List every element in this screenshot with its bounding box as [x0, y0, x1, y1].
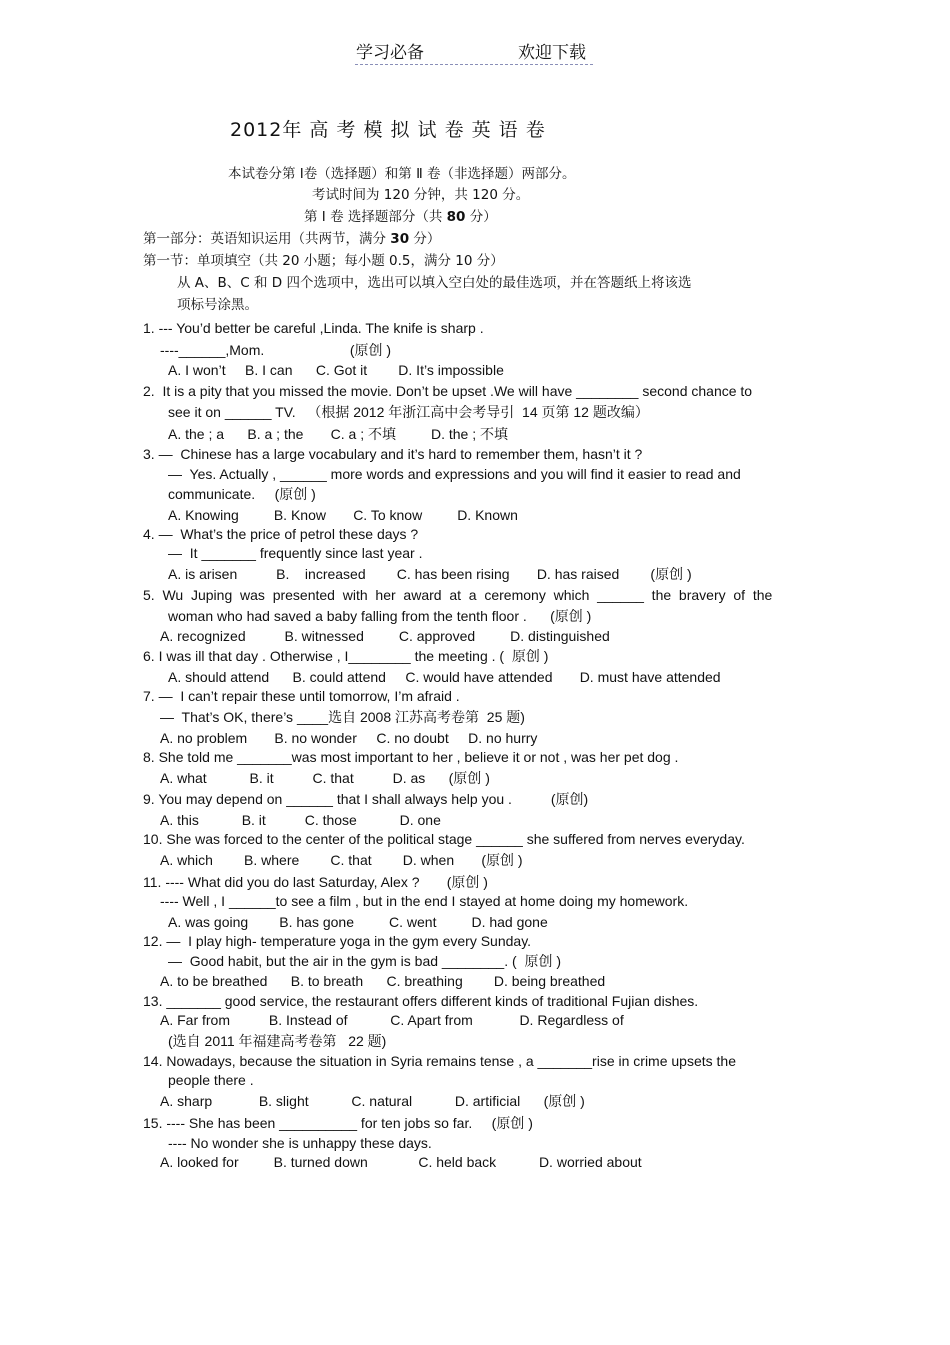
question-line: 10. She was forced to the center of the political stage ______ she suffered from nerves everyday. — [143, 831, 745, 847]
question-line: A. is arisen B. increased C. has been rising D. has raised (原创 ) — [168, 566, 692, 582]
header-right: 欢迎下载 — [518, 43, 586, 63]
question-line: A. looked for B. turned down C. held back D. worried about — [160, 1154, 642, 1170]
intro-line-1: 本试卷分第 Ⅰ卷（选择题）和第 Ⅱ 卷（非选择题）两部分。 — [228, 166, 576, 182]
question-line: — That’s OK, there’s ____选自 2008 江苏高考卷第 25 题) — [160, 709, 525, 725]
question-line: A. should attend B. could attend C. would have attended D. must have attended — [168, 669, 721, 685]
question-line: 9. You may depend on ______ that I shall always help you . (原创) — [143, 791, 589, 807]
question-line: (选自 2011 年福建高考卷第 22 题) — [168, 1033, 387, 1049]
instruction-line-2: 项标号涂黑。 — [177, 297, 258, 313]
question-line: A. recognized B. witnessed C. approved D. distinguished — [160, 628, 610, 644]
question-line: 6. I was ill that day . Otherwise , I________ the meeting . ( 原创 ) — [143, 648, 549, 664]
question-line: A. sharp B. slight C. natural D. artificial (原创 ) — [160, 1093, 585, 1109]
question-line: A. what B. it C. that D. as (原创 ) — [160, 770, 490, 786]
question-line: A. I won’t B. I can C. Got it D. It’s impossible — [168, 362, 504, 378]
question-line: 5. Wu Juping was presented with her award at a ceremony which ______ the bravery of the — [143, 587, 773, 603]
question-line: 11. ---- What did you do last Saturday, Alex ? (原创 ) — [143, 874, 488, 890]
question-line: 3. — Chinese has a large vocabulary and it’s hard to remember them, hasn’t it ? — [143, 446, 643, 462]
question-line: 2. It is a pity that you missed the movie. Don’t be upset .We will have ________ second chance to — [143, 383, 753, 399]
header-divider — [355, 64, 593, 65]
question-line: — Yes. Actually , ______ more words and expressions and you will find it easier to read and — [168, 466, 741, 482]
question-line: see it on ______ TV. （根据 2012 年浙江高中会考导引 14 页第 12 题改编） — [168, 404, 649, 420]
question-line: 14. Nowadays, because the situation in Syria remains tense , a _______rise in crime upsets the — [143, 1053, 736, 1069]
paper-one-heading: 第 Ⅰ 卷 选择题部分（共 80 分） — [304, 209, 497, 225]
question-line: ---- Well , I ______to see a film , but in the end I stayed at home doing my homework. — [160, 893, 689, 909]
question-line: ----______,Mom. (原创 ) — [160, 342, 392, 358]
question-line: 1. --- You’d better be careful ,Linda. The knife is sharp . — [143, 320, 484, 336]
question-line: 8. She told me _______was most important to her , believe it or not , was her pet dog . — [143, 749, 679, 765]
question-line: people there . — [168, 1072, 254, 1088]
question-line: A. to be breathed B. to breath C. breathing D. being breathed — [160, 973, 606, 989]
question-line: communicate. (原创 ) — [168, 486, 316, 502]
question-line: 7. — I can’t repair these until tomorrow, I’m afraid . — [143, 688, 460, 704]
question-line: A. Far from B. Instead of C. Apart from D. Regardless of — [160, 1012, 624, 1028]
question-line: — Good habit, but the air in the gym is bad ________. ( 原创 ) — [168, 953, 561, 969]
part-one-heading: 第一部分：英语知识运用（共两节，满分 30 分） — [143, 231, 441, 247]
intro-line-2: 考试时间为 120 分钟，共 120 分。 — [312, 187, 530, 203]
header-left: 学习必备 — [356, 43, 424, 63]
question-line: 12. — I play high- temperature yoga in the gym every Sunday. — [143, 933, 532, 949]
instruction-line-1: 从 A、B、C 和 D 四个选项中，选出可以填入空白处的最佳选项，并在答题纸上将该选 — [177, 275, 692, 291]
question-line: ---- No wonder she is unhappy these days. — [168, 1135, 432, 1151]
question-line: 4. — What’s the price of petrol these days ? — [143, 526, 419, 542]
exam-title: 2012年 高 考 模 拟 试 卷 英 语 卷 — [230, 119, 546, 141]
question-line: A. the ; a B. a ; the C. a ; 不填 D. the ; 不填 — [168, 426, 509, 442]
question-line: A. this B. it C. those D. one — [160, 812, 441, 828]
question-line: — It _______ frequently since last year . — [168, 545, 423, 561]
question-line: A. Knowing B. Know C. To know D. Known — [168, 507, 518, 523]
question-line: A. was going B. has gone C. went D. had gone — [168, 914, 548, 930]
question-line: A. which B. where C. that D. when (原创 ) — [160, 852, 523, 868]
question-line: A. no problem B. no wonder C. no doubt D. no hurry — [160, 730, 538, 746]
question-line: 15. ---- She has been __________ for ten jobs so far. (原创 ) — [143, 1115, 533, 1131]
question-line: woman who had saved a baby falling from the tenth floor . (原创 ) — [168, 608, 592, 624]
section-one-heading: 第一节：单项填空（共 20 小题；每小题 0.5，满分 10 分） — [143, 253, 504, 269]
question-line: 13. _______ good service, the restaurant offers different kinds of traditional Fujian dishes. — [143, 993, 699, 1009]
